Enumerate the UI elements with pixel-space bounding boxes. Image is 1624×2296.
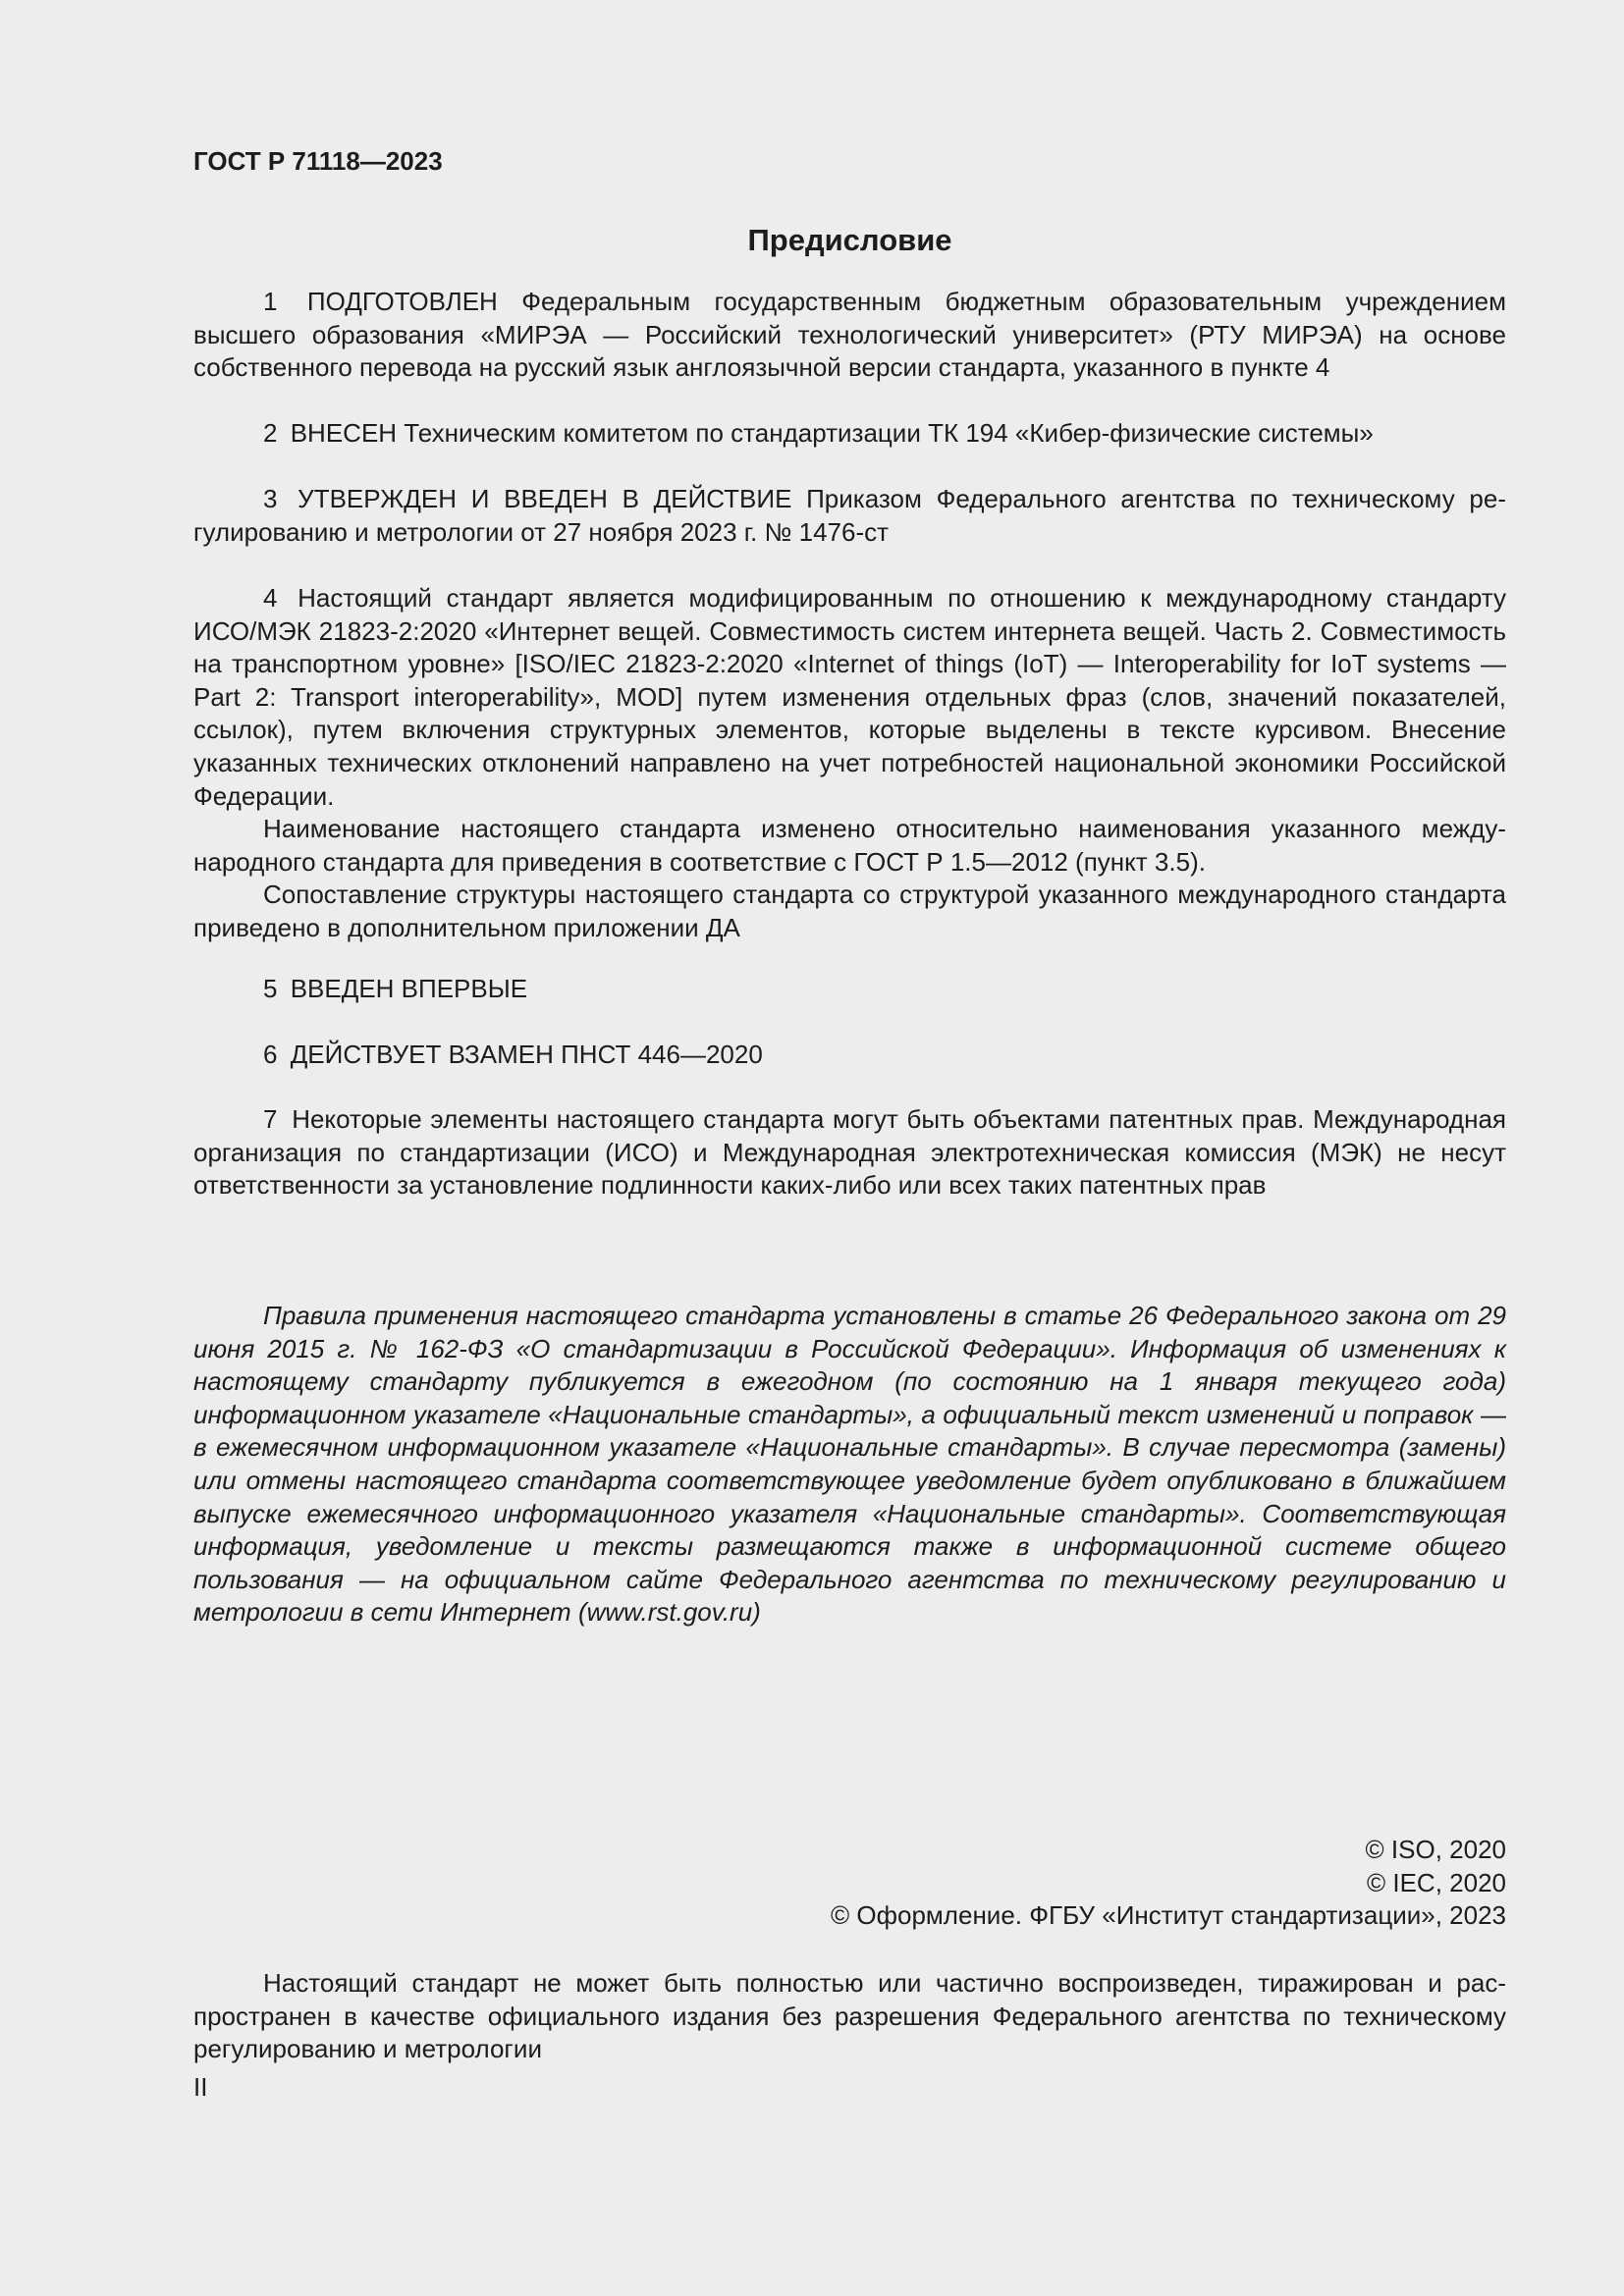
section-title: Предисловие (747, 223, 952, 257)
item-number: 4 (263, 583, 278, 613)
copyright-iso: © ISO, 2020 (1365, 1835, 1506, 1864)
foreword-item-7 (193, 1103, 1506, 1202)
item-number: 2 (263, 418, 278, 448)
reproduction-notice-text: Настоящий стандарт не может быть полностью или частично воспроизведен, тиражирован и распространен в качестве официального издания без разрешения Федерального агентства по техническому регулированию и метрологии (193, 1968, 1506, 2064)
item-text: ВВЕДЕН ВПЕРВЫЕ (290, 974, 528, 1003)
foreword-item-1 (193, 286, 1506, 385)
item-text: Настоящий стандарт является модифицированным по отношению к международному стандарту ИСО/МЭК 21823-2:2020 «Интернет вещей. Совместимость систем интернета вещей. Часть 2. Совместимость на транспортном уровне» [ISO/IEC 21823-2:2020 «Internet of things (IoT) — Interoperability for IoT systems — Part 2: Transport interoperability», MOD] путем изменения отдельных фраз (слов, значений показателей, ссылок), путем включения структурных элементов, которые выделены в тексте курсивом. Внесение указанных технических отклонений направлено на учет потребностей национальной экономики Российской Федерации. (193, 583, 1506, 811)
item-4-paragraph-3: Сопоставление структуры настоящего стандарта со структурой указанного международного стандарта приведено в дополнительном приложении ДА (193, 880, 1506, 942)
item-number: 1 (263, 287, 278, 316)
foreword-item-6 (193, 1039, 1506, 1072)
rules-note (193, 1300, 1506, 1629)
item-text: ВНЕСЕН Техническим комитетом по стандартизации ТК 194 «Кибер-физические системы» (290, 418, 1374, 448)
document-code: ГОСТ Р 71118—2023 (193, 146, 443, 176)
rules-note-text: Правила применения настоящего стандарта установлены в статье 26 Федерального закона от 29 июня 2015 г. № 162-ФЗ «О стандартизации в Российской Федерации». Информация об изменениях к настоящему стандарту публикуется в ежегодном (по состоянию на 1 января текущего года) информационном указателе «Национальные стандарты», а официальный текст изменений и поправок — в ежемесячном информационном указателе «Национальные стандарты». В случае пересмотра (замены) или отмены настоящего стандарта соответствующее уведомление будет опубликовано в ближайшем выпуске ежемесячного информационного указателя «Национальные стандарты». Соответствующая информация, уведомление и тексты размещаются также в информационной системе общего пользования — на официальном сайте Федерального агентства по техническому регулированию и метрологии в сети Интернет (www.rst.gov.ru) (193, 1301, 1506, 1628)
copyright-block (193, 1834, 1506, 1933)
item-text: ПОДГОТОВЛЕН Федеральным государственным бюджетным образовательным учреждением высшего образования «МИРЭА — Российский технологический университет» (РТУ МИРЭА) на основе собственного перевода на русский язык англоязычной версии стандарта, указанного в пункте 4 (193, 287, 1506, 383)
foreword-item-5 (193, 973, 1506, 1006)
copyright-iec: © IEC, 2020 (1366, 1867, 1506, 1897)
copyright-design: © Оформление. ФГБУ «Институт стандартизации», 2023 (831, 1900, 1506, 1931)
item-text: ДЕЙСТВУЕТ ВЗАМЕН ПНСТ 446—2020 (290, 1040, 763, 1069)
item-number: 3 (263, 484, 278, 513)
item-text: УТВЕРЖДЕН И ВВЕДЕН В ДЕЙСТВИЕ Приказом Федерального агентства по техническому регулированию и метрологии от 27 ноября 2023 г. № 1476-ст (193, 484, 1506, 547)
foreword-item-3 (193, 483, 1506, 549)
item-number: 5 (263, 974, 278, 1003)
page-number: II (193, 2072, 208, 2102)
foreword-item-2 (193, 417, 1506, 451)
item-4-paragraph-2: Наименование настоящего стандарта изменено относительно наименования указанного международного стандарта для приведения в соответствие с ГОСТ Р 1.5—2012 (пункт 3.5). (193, 814, 1506, 877)
item-number: 7 (263, 1104, 278, 1134)
item-number: 6 (263, 1040, 278, 1069)
reproduction-notice (193, 1967, 1506, 2066)
foreword-item-4 (193, 582, 1506, 945)
item-text: Некоторые элементы настоящего стандарта могут быть объектами патентных прав. Международная организация по стандартизации (ИСО) и Международная электротехническая комиссия (МЭК) не несут ответственности за установление подлинности каких-либо или всех таких патентных прав (193, 1104, 1506, 1201)
